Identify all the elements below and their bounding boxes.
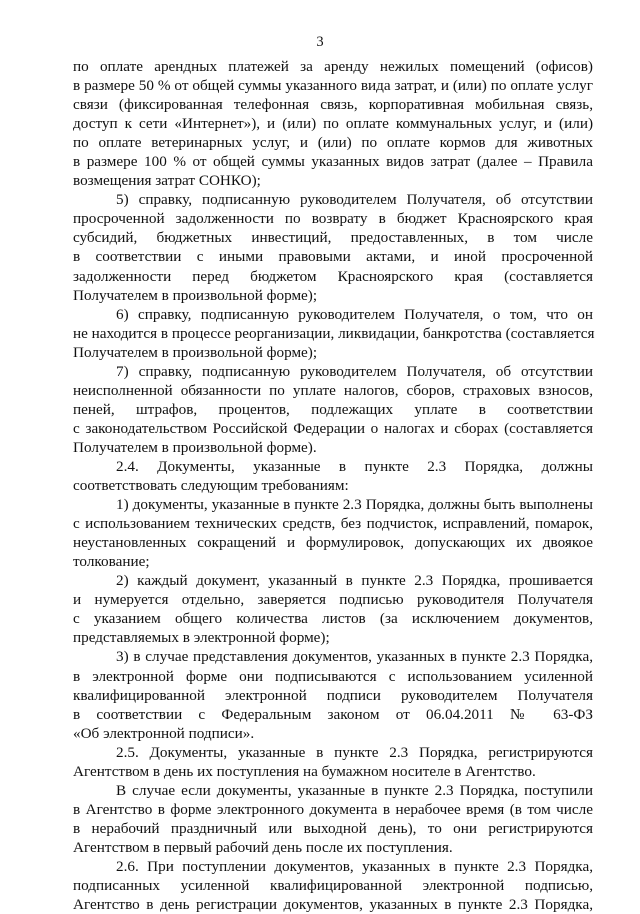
text-line: просроченной задолженности по возврату в бюджет Красноярского края xyxy=(73,210,593,228)
text-line: подписанных усиленной квалифицированной электронной подписью, xyxy=(73,877,593,895)
paragraph-p7 xyxy=(73,647,593,742)
text-line: субсидий, бюджетных инвестиций, предоставленных, в том числе xyxy=(73,229,593,247)
text-line: 5) справку, подписанную руководителем Получателя, об отсутствии xyxy=(116,191,593,209)
text-line: 3) в случае представления документов, указанных в пункте 2.3 Порядка, xyxy=(116,648,593,666)
text-line: в Агентство в форме электронного документа в нерабочее время (в том числе xyxy=(73,800,593,818)
paragraph-p5 xyxy=(73,495,593,571)
text-line: по оплате ветеринарных услуг, и (или) по оплате кормов для животных xyxy=(73,134,593,152)
text-line: Получателем в произвольной форме); xyxy=(73,286,318,304)
text-line: с указанием общего количества листов (за исключением документов, xyxy=(73,610,593,628)
text-line: с законодательством Российской Федерации о налогах и сборах (составляется xyxy=(73,419,593,437)
text-line: и нумеруется отдельно, заверяется подписью руководителя Получателя xyxy=(73,591,593,609)
text-line: не находится в процессе реорганизации, ликвидации, банкротства (составляется xyxy=(73,324,595,342)
text-line: 7) справку, подписанную руководителем Получателя, об отсутствии xyxy=(116,362,593,380)
text-line: 2.5. Документы, указанные в пункте 2.3 Порядка, регистрируются xyxy=(116,743,593,761)
text-line: Агентство в день регистрации документов, указанных в пункте 2.3 Порядка, xyxy=(73,896,593,914)
text-line: в размере 50 % от общей суммы указанного вида затрат, и (или) по оплате услуг xyxy=(73,77,593,95)
text-line: представляемых в электронной форме); xyxy=(73,629,330,647)
text-line: толкование; xyxy=(73,553,150,571)
paragraph-p8 xyxy=(73,743,593,781)
text-line: в соответствии с иными правовыми актами, и иной просроченной xyxy=(73,248,593,266)
text-line: «Об электронной подписи». xyxy=(73,724,255,742)
document-body xyxy=(73,57,593,914)
paragraph-p3 xyxy=(73,362,593,457)
text-line: Получателем в произвольной форме). xyxy=(73,438,317,456)
text-line: в размере 100 % от общей суммы указанных видов затрат (далее – Правила xyxy=(73,153,593,171)
text-line: В случае если документы, указанные в пункте 2.3 Порядка, поступили xyxy=(116,781,593,799)
text-line: 2.4. Документы, указанные в пункте 2.3 Порядка, должны xyxy=(116,457,593,475)
paragraph-p9 xyxy=(73,781,593,857)
text-line: доступ к сети «Интернет»), и (или) по оплате коммунальных услуг, и (или) xyxy=(73,115,593,133)
text-line: Получателем в произвольной форме); xyxy=(73,343,318,361)
text-line: квалифицированной электронной подписи руководителем Получателя xyxy=(73,686,593,704)
text-line: связи (фиксированная телефонная связь, корпоративная мобильная связь, xyxy=(73,96,593,114)
paragraph-p4 xyxy=(73,457,593,495)
text-line: по оплате арендных платежей за аренду нежилых помещений (офисов) xyxy=(73,58,593,75)
text-line: 1) документы, указанные в пункте 2.3 Порядка, должны быть выполнены xyxy=(116,496,593,514)
text-line: соответствовать следующим требованиям: xyxy=(73,477,349,495)
text-line: неисполненной обязанности по уплате налогов, сборов, страховых взносов, xyxy=(73,381,593,399)
text-line: неустановленных сокращений и формулировок, допускающих их двоякое xyxy=(73,534,593,552)
paragraph-p6 xyxy=(73,571,593,647)
paragraph-p1 xyxy=(73,190,593,304)
paragraph-p10 xyxy=(73,857,593,914)
text-line: пеней, штрафов, процентов, подлежащих уплате в соответствии xyxy=(73,400,593,418)
paragraph-p0 xyxy=(73,57,593,190)
text-line: 6) справку, подписанную руководителем Получателя, о том, что он xyxy=(116,305,593,323)
paragraph-p2 xyxy=(73,305,593,362)
text-line: в электронной форме они подписываются с использованием усиленной xyxy=(73,667,593,685)
text-line: с использованием технических средств, без подчисток, исправлений, помарок, xyxy=(73,515,593,533)
page-number: 3 xyxy=(316,34,324,50)
text-line: 2) каждый документ, указанный в пункте 2.3 Порядка, прошивается xyxy=(116,572,593,590)
text-line: в соответствии с Федеральным законом от 06.04.2011 № 63-ФЗ xyxy=(73,705,593,723)
text-line: 2.6. При поступлении документов, указанных в пункте 2.3 Порядка, xyxy=(116,857,593,875)
text-line: возмещения затрат СОНКО); xyxy=(73,172,261,190)
text-line: Агентством в день их поступления на бумажном носителе в Агентство. xyxy=(73,762,536,780)
text-line: Агентством в первый рабочий день после их поступления. xyxy=(73,838,453,856)
text-line: задолженности перед бюджетом Красноярского края (составляется xyxy=(73,267,593,285)
text-line: в нерабочий праздничный или выходной день), то они регистрируются xyxy=(73,819,593,837)
